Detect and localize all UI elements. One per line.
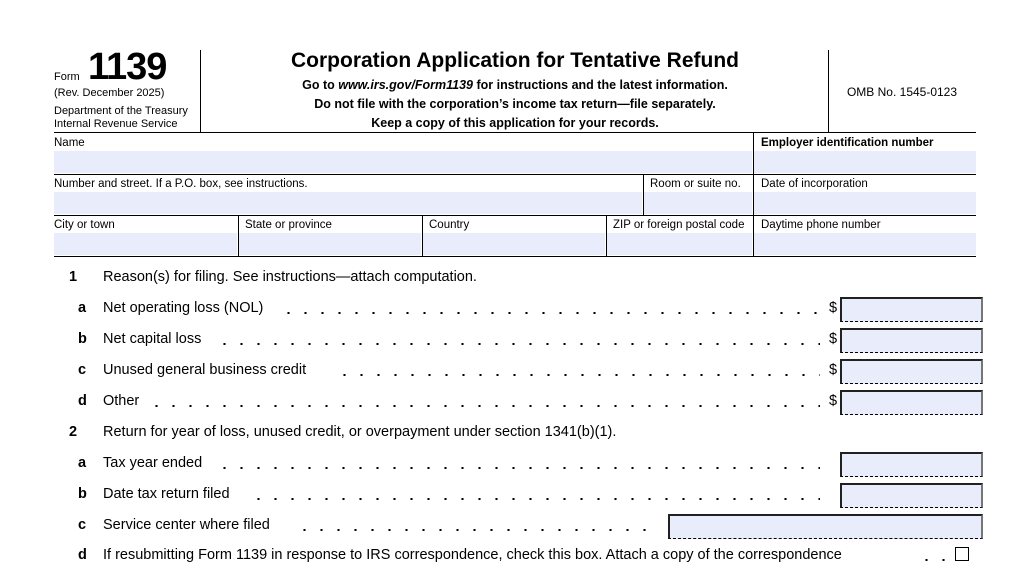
line-1c-text: Unused general business credit	[103, 362, 307, 378]
line-2c-text: Service center where filed	[103, 517, 270, 533]
line-2b-leader	[250, 498, 820, 500]
line-1a-text: Net operating loss (NOL)	[103, 300, 264, 316]
line-1a-amount-field[interactable]	[840, 297, 983, 322]
line-1c-leader	[336, 374, 820, 376]
line-1-number: 1	[69, 269, 78, 285]
department-name: Department of the Treasury	[54, 105, 188, 117]
instructions-suffix: for instructions and the latest information.	[472, 78, 728, 92]
line-1d-letter: d	[78, 393, 87, 409]
line-1d-text: Other	[103, 393, 140, 409]
form-title: Corporation Application for Tentative Refund	[291, 49, 739, 72]
city-field[interactable]	[54, 233, 237, 255]
ein-field[interactable]	[754, 151, 976, 173]
line-2b-text: Date tax return filed	[103, 486, 230, 502]
line-1c-letter: c	[78, 362, 87, 378]
line-2d-letter: d	[78, 547, 87, 563]
zip-label: ZIP or foreign postal code	[613, 219, 745, 231]
line-1b-amount-field[interactable]	[840, 328, 983, 353]
line-1d-leader	[148, 405, 820, 407]
line-2b-letter: b	[78, 486, 87, 502]
name-label: Name	[54, 137, 85, 149]
street-label: Number and street. If a P.O. box, see instructions.	[54, 178, 308, 190]
line-1d-currency: $	[829, 393, 838, 409]
city-label: City or town	[54, 219, 115, 231]
line-1c-currency: $	[829, 362, 838, 378]
ein-label: Employer identification number	[761, 137, 934, 149]
line-1d-amount-field[interactable]	[840, 390, 983, 415]
line-2a-date-field[interactable]	[840, 452, 983, 477]
country-field[interactable]	[423, 233, 605, 255]
line-1b-letter: b	[78, 331, 87, 347]
line-1a-leader	[280, 312, 820, 314]
line-2c-service-center-field[interactable]	[668, 514, 983, 539]
line-2a-leader	[216, 467, 820, 469]
incorporation-date-field[interactable]	[754, 192, 976, 214]
form-revision: (Rev. December 2025)	[54, 87, 165, 99]
row2-rule	[54, 215, 976, 216]
line-1a-letter: a	[78, 300, 87, 316]
room-label: Room or suite no.	[650, 178, 741, 190]
phone-field[interactable]	[754, 233, 976, 255]
line-1c-amount-field[interactable]	[840, 359, 983, 384]
instructions-url[interactable]: www.irs.gov/Form1139	[338, 78, 473, 92]
state-field[interactable]	[239, 233, 421, 255]
line-2c-leader	[296, 529, 660, 531]
room-field[interactable]	[644, 192, 752, 214]
line-1b-currency: $	[829, 331, 838, 347]
row3-rule	[54, 256, 976, 257]
instructions-prefix: Go to	[302, 78, 339, 92]
instructions-line	[202, 78, 828, 92]
line-1b-text: Net capital loss	[103, 331, 202, 347]
state-label: State or province	[245, 219, 332, 231]
line-2a-text: Tax year ended	[103, 455, 203, 471]
agency-name: Internal Revenue Service	[54, 118, 178, 130]
line-2d-leader	[918, 559, 948, 561]
line-2a-letter: a	[78, 455, 87, 471]
phone-label: Daytime phone number	[761, 219, 881, 231]
line-2b-date-field[interactable]	[840, 483, 983, 508]
line-2c-letter: c	[78, 517, 87, 533]
omb-number: OMB No. 1545-0123	[846, 85, 958, 99]
form-number: 1139	[88, 46, 167, 88]
form-word: Form	[54, 71, 80, 83]
street-field[interactable]	[54, 192, 642, 214]
header-bottom-rule	[54, 132, 976, 133]
line-1a-currency: $	[829, 300, 838, 316]
row1-rule	[54, 174, 976, 175]
line-1-text: Reason(s) for filing. See instructions—attach computation.	[103, 269, 477, 285]
line-2-number: 2	[69, 424, 78, 440]
line-2d-text: If resubmitting Form 1139 in response to IRS correspondence, check this box. Attach a copy of the correspondence	[103, 547, 842, 563]
line-2d-resubmit-checkbox[interactable]	[955, 547, 969, 561]
keep-copy-note: Keep a copy of this application for your records.	[371, 116, 659, 130]
incorporation-date-label: Date of incorporation	[761, 178, 868, 190]
zip-field[interactable]	[607, 233, 752, 255]
country-label: Country	[429, 219, 470, 231]
header-divider-left	[200, 50, 201, 132]
line-1b-leader	[216, 343, 820, 345]
name-field[interactable]	[54, 151, 752, 173]
line-2-text: Return for year of loss, unused credit, or overpayment under section 1341(b)(1).	[103, 424, 617, 440]
file-separately-note: Do not file with the corporation’s income tax return—file separately.	[314, 97, 716, 111]
